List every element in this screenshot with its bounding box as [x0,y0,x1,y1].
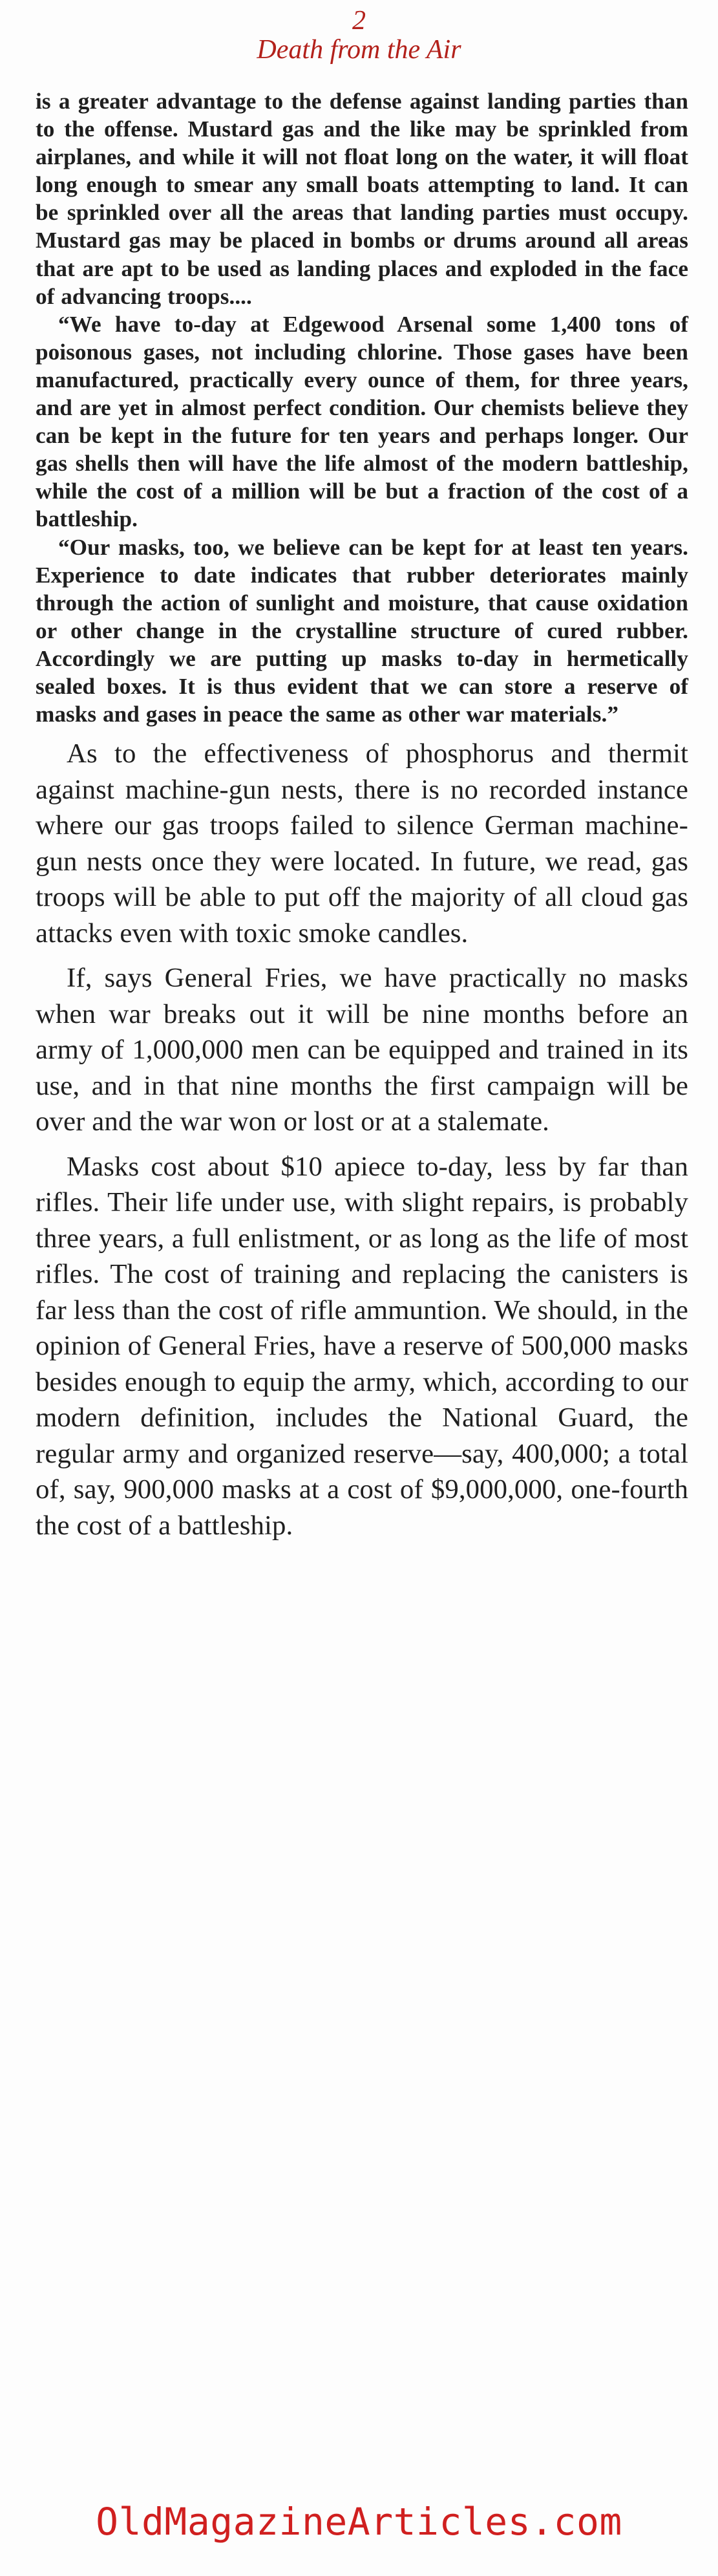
quoted-passage [36,87,688,728]
page-number: 2 [352,6,366,36]
quote-paragraph-2: “We have to-day at Edgewood Arsenal some 1,400 tons of poisonous gases, not including chlorine. Those gases have been manufactured, practically every ounce of them, for three years, and are yet in almost perfect condition. Our chemists believe they can be kept in the future for ten years and perhaps longer. Our gas shells then will have the life almost of the modern battleship, while the cost of a million will be but a fraction of the cost of a battleship. [36,311,688,532]
article-body [36,736,688,1543]
article-column [36,87,688,1552]
page-header [0,6,718,65]
quote-paragraph-3: “Our masks, too, we believe can be kept for at least ten years. Experience to date indicates that rubber deteriorates mainly through the action of sunlight and moisture, that cause oxidation or other change in the crystalline structure of cured rubber. Accordingly we are putting up masks to-day in hermetically sealed boxes. It is thus evident that we can store a reserve of masks and gases in peace the same as other war materials.” [36,534,688,727]
running-title: Death from the Air [257,35,461,65]
body-paragraph-3: Masks cost about $10 apiece to-day, less by far than rifles. Their life under use, with slight repairs, is probably three years, a full enlistment, or as long as the life of most rifles. The cost of training and replacing the canisters is far less than the cost of rifle ammuntion. We should, in the opinion of General Fries, have a reserve of 500,000 masks besides enough to equip the army, which, according to our modern definition, includes the National Guard, the regular army and organized reserve—say, 400,000; a total of, say, 900,000 masks at a cost of $9,000,000, one-fourth the cost of a battleship. [36,1151,688,1541]
site-watermark[interactable]: OldMagazineArticles.com [96,2500,622,2544]
body-paragraph-1: As to the effectiveness of phosphorus and thermit against machine-gun nests, there is no recorded instance where our gas troops failed to silence German machine-gun nests once they were located. In future, we read, gas troops will be able to put off the majority of all cloud gas attacks even with toxic smoke candles. [36,738,688,949]
body-paragraph-2: If, says General Fries, we have practically no masks when war breaks out it will be nine months before an army of 1,000,000 men can be equipped and trained in its use, and in that nine months the first campaign will be over and the war won or lost or at a stalemate. [36,963,688,1137]
quote-paragraph-1: is a greater advantage to the defense against landing parties than to the offense. Mustard gas and the like may be sprinkled from airplanes, and while it will not float long on the water, it will float long enough to smear any small boats attempting to land. It can be sprinkled over all the areas that landing parties must occupy. Mustard gas may be placed in bombs or drums around all areas that are apt to be used as landing places and exploded in the face of advancing troops.... [36,89,688,309]
